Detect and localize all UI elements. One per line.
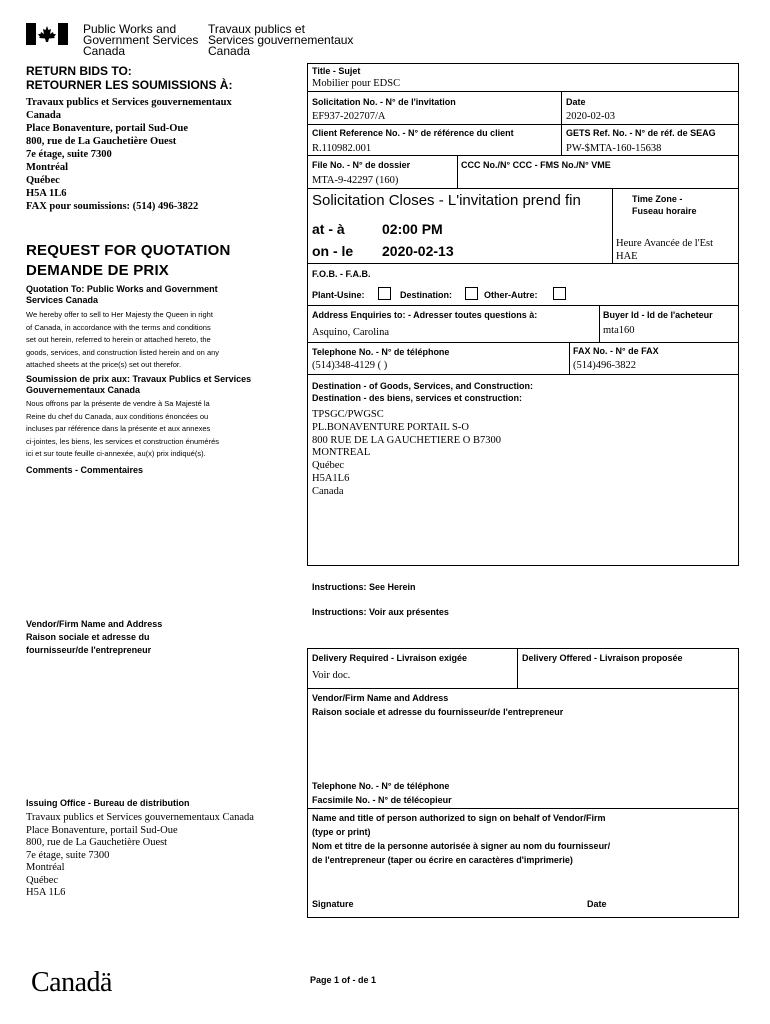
closes-label: Solicitation Closes - L'invitation prend fin	[312, 192, 581, 209]
telephone-label: Telephone No. - N° de téléphone	[312, 347, 450, 357]
delivery-required-label: Delivery Required - Livraison exigée	[312, 653, 468, 663]
at-value: 02:00 PM	[382, 221, 443, 237]
file-value: MTA-9-42297 (160)	[312, 175, 399, 186]
fax-value: (514)496-3822	[573, 360, 636, 371]
at-label: at - à	[312, 221, 345, 237]
dest-goods-value: TPSGC/PWGSC PL.BONAVENTURE PORTAIL S-O 800 RUE DE LA GAUCHETIERE O B7300 MONTREAL Québec H5A1L6 Canada	[312, 409, 501, 497]
solicitation-value: EF937-202707/A	[312, 111, 386, 122]
title-value: Mobilier pour EDSC	[312, 78, 401, 89]
vendor-name-label: Vendor/Firm Name and Address Raison sociale et adresse du fournisseur/de l'entrepreneur	[312, 693, 564, 717]
fax-label: FAX No. - N° de FAX	[573, 346, 659, 356]
instructions-en: Instructions: See Herein	[312, 582, 416, 592]
timezone-label: Time Zone - Fuseau horaire	[632, 194, 697, 216]
vendor-label-left: Vendor/Firm Name and Address Raison sociale et adresse du fournisseur/de l'entrepreneur	[26, 619, 163, 655]
vendor-phone-fax-label: Telephone No. - N° de téléphone Facsimile No. - N° de télécopieur	[312, 781, 452, 805]
comments-label: Comments - Commentaires	[26, 465, 144, 475]
signature-date-label: Date	[587, 899, 607, 909]
gets-value: PW-$MTA-160-15638	[566, 143, 662, 154]
canada-wordmark: Canadä	[31, 967, 112, 998]
instructions-fr: Instructions: Voir aux présentes	[312, 607, 449, 617]
return-address: Travaux publics et Services gouvernementaux Canada Place Bonaventure, portail Sud-Oue 800, rue de La Gauchetière Ouest 7e étage, suite 7300 Montréal Québec H5A 1L6 FAX pour soumissions: (514) 496-3822	[26, 97, 232, 212]
dept-name-en: Public Works and Government Services Canada	[83, 22, 199, 58]
solicitation-label: Solicitation No. - N° de l'invitation	[312, 97, 456, 107]
delivery-offered-label: Delivery Offered - Livraison proposée	[522, 653, 683, 663]
enquiries-label: Address Enquiries to: - Adresser toutes questions à:	[312, 310, 538, 320]
soumission-label: Soumission de prix aux: Travaux Publics et Services Gouvernementaux Canada	[26, 374, 252, 395]
enquiries-value: Asquino, Carolina	[312, 327, 389, 338]
date-label: Date	[566, 97, 586, 107]
file-label: File No. - N° de dossier	[312, 160, 411, 170]
dept-name-fr: Travaux publics et Services gouvernementaux Canada	[208, 22, 354, 58]
client-ref-label: Client Reference No. - N° de référence du client	[312, 128, 514, 138]
page-number: Page 1 of - de 1	[310, 975, 377, 985]
other-label: Other-Autre:	[484, 290, 538, 300]
soumission-text: Nous offrons par la présente de vendre à Sa Majesté la Reine du chef du Canada, aux conditions énoncées ou incluses par référence dans la présente et aux annexes ci-jointes, les biens, les services et construction énumérés ici et sur toute feuille ci-annexée, au(x) prix indiqué(s).	[26, 399, 220, 458]
on-value: 2020-02-13	[382, 243, 454, 259]
authorized-label: Name and title of person authorized to sign on behalf of Vendor/Firm (type or print) Nom et titre de la personne autorisée à signer au nom du fournisseur/ de l'entrepreneur (taper ou écrire en caractères d'imprimerie)	[312, 813, 611, 865]
quotation-to-label: Quotation To: Public Works and Government Services Canada	[26, 284, 218, 305]
signature-label: Signature	[312, 899, 354, 909]
gets-label: GETS Ref. No. - N° de réf. de SEAG	[566, 128, 716, 138]
fob-label: F.O.B. - F.A.B.	[312, 269, 371, 279]
destination-checkbox[interactable]	[465, 287, 478, 300]
canada-flag-icon	[26, 23, 68, 45]
ccc-label: CCC No./N° CCC - FMS No./N° VME	[461, 160, 611, 170]
destination-checkbox-label: Destination:	[400, 290, 453, 300]
issuing-address: Travaux publics et Services gouvernementaux Canada Place Bonaventure, portail Sud-Oue 800, rue de La Gauchetière Ouest 7e étage, suite 7300 Montréal Québec H5A 1L6	[26, 812, 254, 898]
issuing-office-label: Issuing Office - Bureau de distribution	[26, 798, 190, 808]
delivery-required-value: Voir doc.	[312, 670, 351, 681]
dest-goods-label: Destination - of Goods, Services, and Construction: Destination - des biens, services et construction:	[312, 381, 534, 403]
plant-label: Plant-Usine:	[312, 290, 365, 300]
on-label: on - le	[312, 243, 354, 259]
telephone-value: (514)348-4129 ( )	[312, 360, 388, 371]
return-bids-heading: RETURN BIDS TO: RETOURNER LES SOUMISSIONS À:	[26, 64, 233, 92]
date-value: 2020-02-03	[566, 111, 615, 122]
buyer-value: mta160	[603, 325, 635, 336]
other-checkbox[interactable]	[553, 287, 566, 300]
rfq-title: REQUEST FOR QUOTATION DEMANDE DE PRIX	[26, 242, 231, 279]
timezone-value: Heure Avancée de l'Est HAE	[616, 238, 714, 262]
title-label: Title - Sujet	[312, 66, 361, 76]
buyer-label: Buyer Id - Id de l'acheteur	[603, 310, 713, 320]
plant-checkbox[interactable]	[378, 287, 391, 300]
client-ref-value: R.110982.001	[312, 143, 372, 154]
quotation-to-text: We hereby offer to sell to Her Majesty the Queen in right of Canada, in accordance with the terms and conditions set out herein, referred to herein or attached hereto, the goods, services, and construction listed herein and on any attached sheets at the price(s) set out therefor.	[26, 310, 220, 369]
